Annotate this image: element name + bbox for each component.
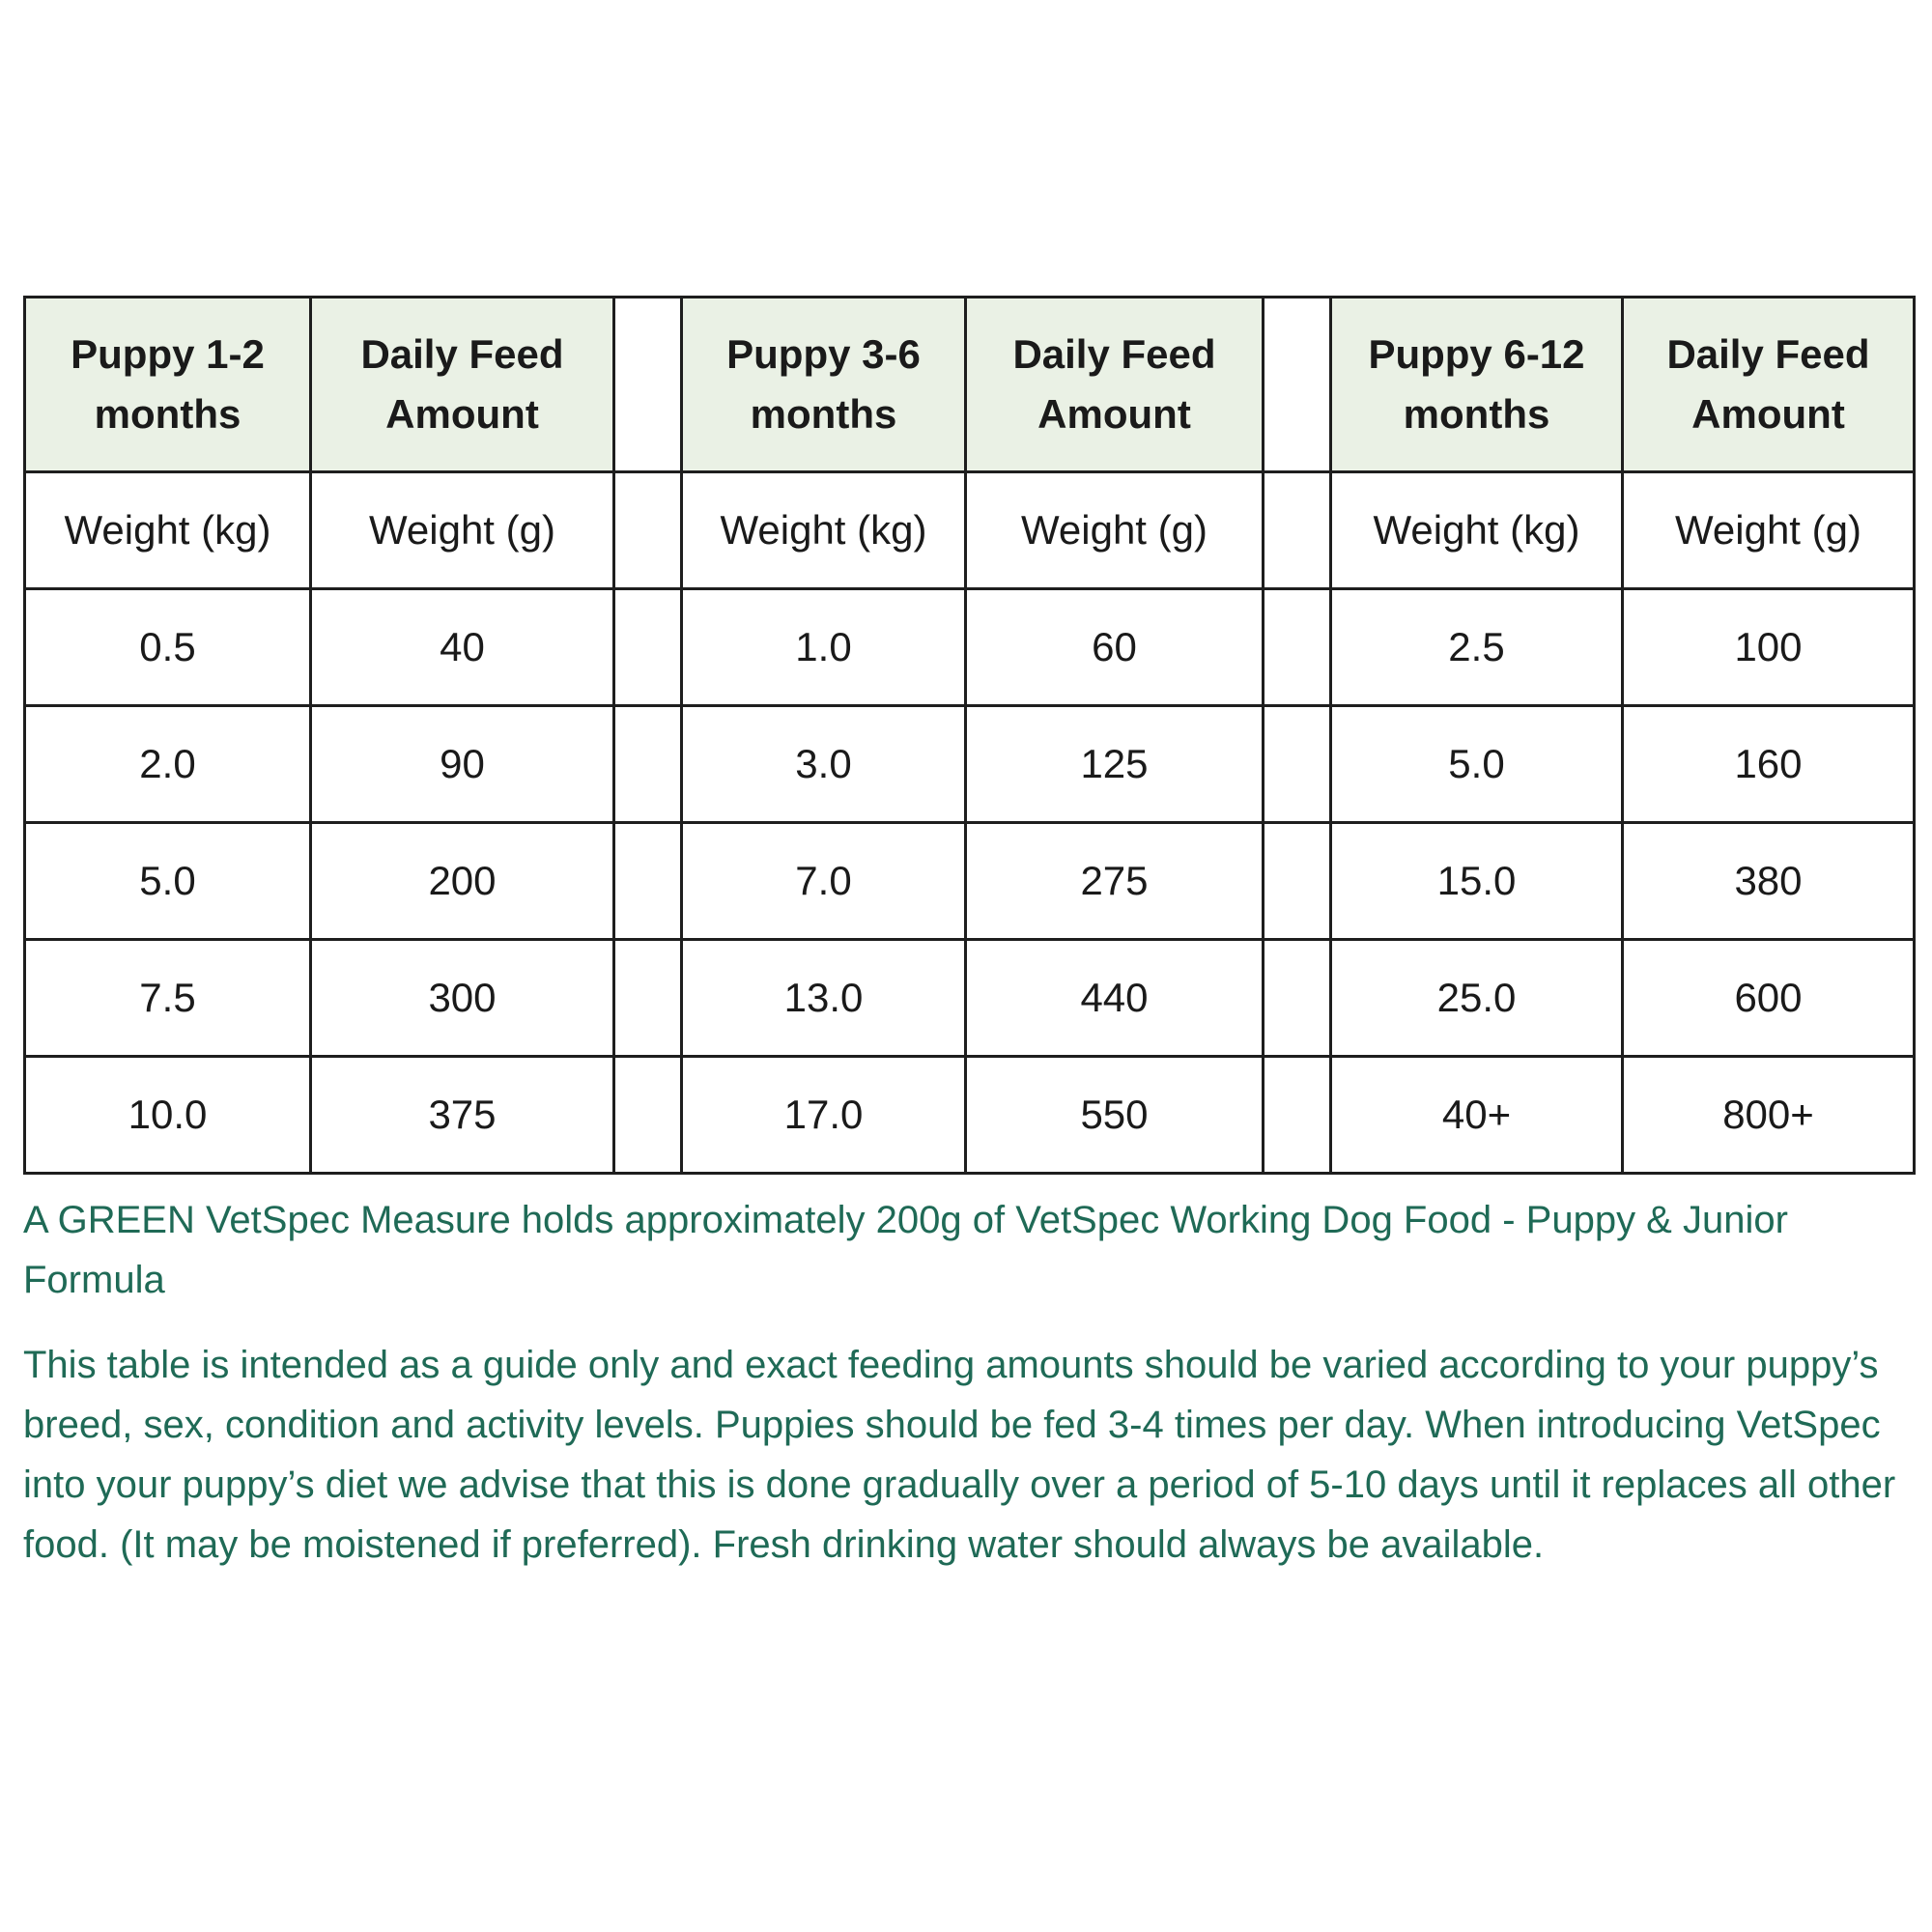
- feed-cell: 100: [1623, 589, 1915, 706]
- weight-cell: 7.5: [25, 940, 311, 1057]
- weight-cell: 1.0: [682, 589, 966, 706]
- spacer-cell: [614, 589, 682, 706]
- weight-g-header: Weight (g): [1623, 472, 1915, 589]
- feed-cell: 440: [966, 940, 1264, 1057]
- weight-cell: 3.0: [682, 706, 966, 823]
- spacer-cell: [1264, 589, 1331, 706]
- feed-header-line1: Daily Feed: [1666, 331, 1870, 377]
- table-row: [25, 1057, 1915, 1174]
- weight-kg-header: Weight (kg): [682, 472, 966, 589]
- weight-cell: 0.5: [25, 589, 311, 706]
- feed-cell: 90: [311, 706, 614, 823]
- feed-cell: 550: [966, 1057, 1264, 1174]
- table-row: [25, 940, 1915, 1057]
- weight-kg-header: Weight (kg): [1331, 472, 1623, 589]
- feed-cell: 600: [1623, 940, 1915, 1057]
- feed-cell: 275: [966, 823, 1264, 940]
- spacer-cell: [614, 298, 682, 472]
- age-header-line2: months: [94, 391, 242, 437]
- spacer-cell: [1264, 1057, 1331, 1174]
- feed-header-line2: Amount: [1691, 391, 1845, 437]
- feed-cell: 125: [966, 706, 1264, 823]
- age-header-line1: Puppy 1-2: [71, 331, 265, 377]
- weight-cell: 5.0: [1331, 706, 1623, 823]
- age-header-line2: months: [750, 391, 897, 437]
- weight-g-header: Weight (g): [966, 472, 1264, 589]
- spacer-cell: [1264, 706, 1331, 823]
- feeding-guide-note: This table is intended as a guide only and exact feeding amounts should be varied according to your puppy’s breed, sex, condition and activity levels. Puppies should be fed 3-4 times per day. When introducing VetSpec into your puppy’s diet we advise that this is done gradually over a period of 5-10 days until it replaces all other food. (It may be moistened if preferred). Fresh drinking water should always be available.: [23, 1344, 1896, 1566]
- age-header-6-12-months: [1331, 298, 1623, 472]
- weight-cell: 2.5: [1331, 589, 1623, 706]
- feed-cell: 380: [1623, 823, 1915, 940]
- weight-g-header: Weight (g): [311, 472, 614, 589]
- table-row: [25, 706, 1915, 823]
- weight-kg-header: Weight (kg): [25, 472, 311, 589]
- age-header-line1: Puppy 6-12: [1368, 331, 1585, 377]
- spacer-cell: [614, 706, 682, 823]
- feed-cell: 800+: [1623, 1057, 1915, 1174]
- spacer-cell: [1264, 823, 1331, 940]
- feed-header-line2: Amount: [1037, 391, 1191, 437]
- spacer-cell: [1264, 472, 1331, 589]
- age-header-3-6-months: [682, 298, 966, 472]
- spacer-cell: [614, 1057, 682, 1174]
- feeding-guide-table: [23, 296, 1916, 1175]
- weight-cell: 2.0: [25, 706, 311, 823]
- daily-feed-header-3-6-months: [966, 298, 1264, 472]
- weight-cell: 5.0: [25, 823, 311, 940]
- weight-cell: 13.0: [682, 940, 966, 1057]
- weight-cell: 40+: [1331, 1057, 1623, 1174]
- measure-note: A GREEN VetSpec Measure holds approximately 200g of VetSpec Working Dog Food - Puppy & Junior Formula: [23, 1199, 1788, 1301]
- weight-cell: 17.0: [682, 1057, 966, 1174]
- feed-header-line1: Daily Feed: [1012, 331, 1216, 377]
- weight-cell: 25.0: [1331, 940, 1623, 1057]
- feed-cell: 40: [311, 589, 614, 706]
- age-header-1-2-months: [25, 298, 311, 472]
- feed-cell: 375: [311, 1057, 614, 1174]
- weight-cell: 7.0: [682, 823, 966, 940]
- feed-header-line1: Daily Feed: [360, 331, 564, 377]
- spacer-cell: [1264, 940, 1331, 1057]
- feed-header-line2: Amount: [385, 391, 539, 437]
- weight-cell: 15.0: [1331, 823, 1623, 940]
- spacer-cell: [614, 823, 682, 940]
- feed-cell: 160: [1623, 706, 1915, 823]
- table-header-row: [25, 298, 1915, 472]
- table-row: [25, 823, 1915, 940]
- age-header-line2: months: [1403, 391, 1550, 437]
- table-row: [25, 589, 1915, 706]
- spacer-cell: [614, 472, 682, 589]
- daily-feed-header-1-2-months: [311, 298, 614, 472]
- feed-cell: 300: [311, 940, 614, 1057]
- spacer-cell: [1264, 298, 1331, 472]
- weight-cell: 10.0: [25, 1057, 311, 1174]
- table-unit-row: [25, 472, 1915, 589]
- age-header-line1: Puppy 3-6: [726, 331, 921, 377]
- spacer-cell: [614, 940, 682, 1057]
- daily-feed-header-6-12-months: [1623, 298, 1915, 472]
- feed-cell: 200: [311, 823, 614, 940]
- feed-cell: 60: [966, 589, 1264, 706]
